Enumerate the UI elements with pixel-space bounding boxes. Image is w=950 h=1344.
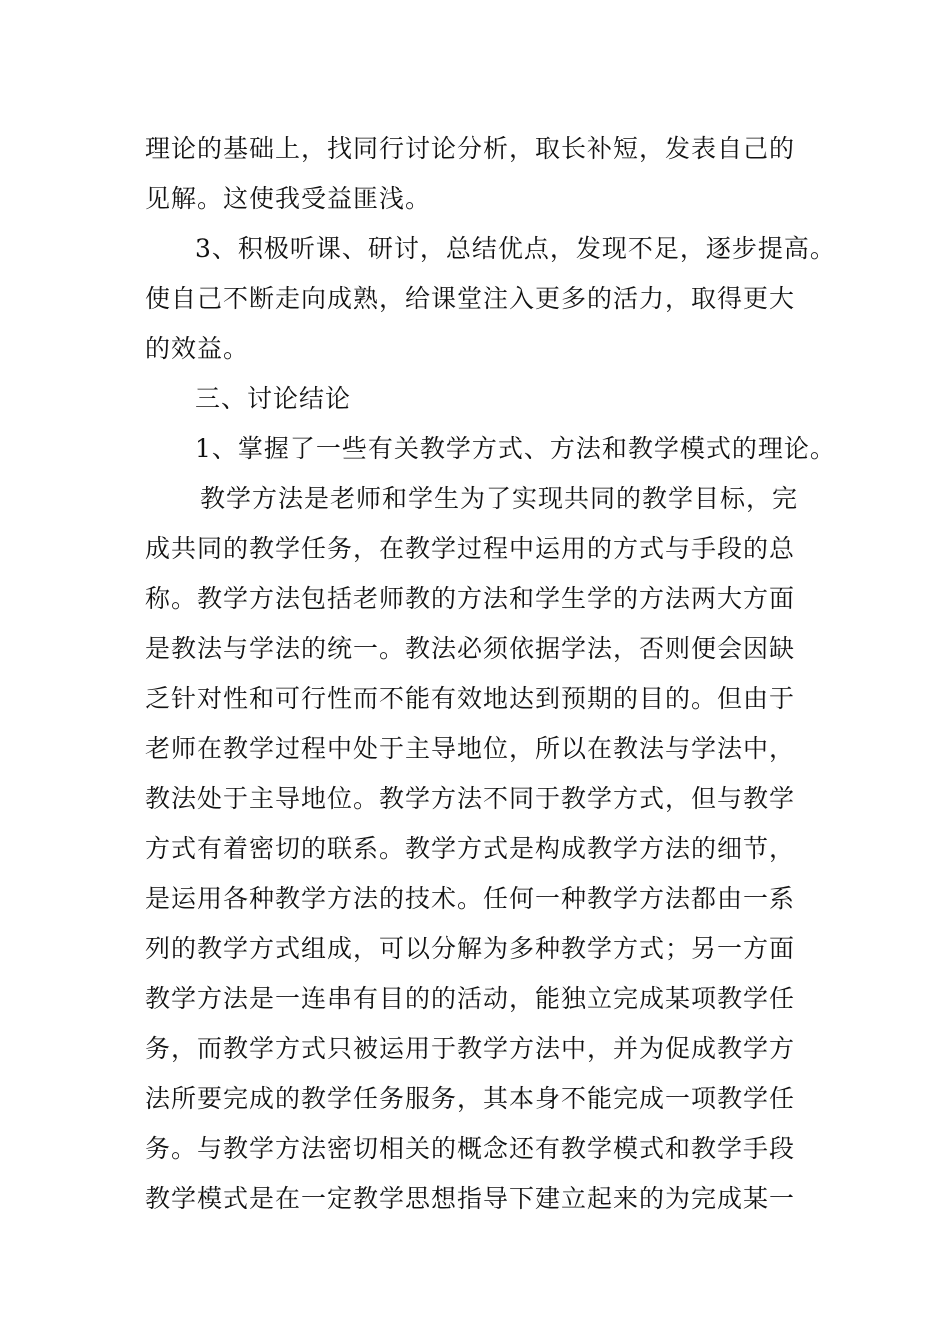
text-line: 乏针对性和可行性而不能有效地达到预期的目的。但由于 [145,684,796,713]
text-line: 教学模式是在一定教学思想指导下建立起来的为完成某一 [145,1184,796,1213]
text-line: 务，而教学方式只被运用于教学方法中，并为促成教学方 [145,1034,796,1063]
text-line: 的效益。 [145,334,250,363]
text-line: 教学方法是老师和学生为了实现共同的教学目标，完 [200,484,799,513]
section-heading: 三、讨论结论 [195,384,352,413]
text-line: 理论的基础上，找同行讨论分析，取长补短，发表自己的 [145,134,796,163]
text-line: 方式有着密切的联系。教学方式是构成教学方法的细节， [145,834,796,863]
text-line: 3、积极听课、研讨，总结优点，发现不足，逐步提高。 [195,234,836,263]
text-line: 教法处于主导地位。教学方法不同于教学方式，但与教学 [145,784,796,813]
text-line: 法所要完成的教学任务服务，其本身不能完成一项教学任 [145,1084,796,1113]
text-line: 是教法与学法的统一。教法必须依据学法，否则便会因缺 [145,634,796,663]
text-line: 老师在教学过程中处于主导地位，所以在教法与学法中， [145,734,796,763]
text-line: 成共同的教学任务，在教学过程中运用的方式与手段的总 [145,534,796,563]
text-line: 教学方法是一连串有目的的活动，能独立完成某项教学任 [145,984,796,1013]
text-line: 列的教学方式组成，可以分解为多种教学方式；另一方面 [145,934,796,963]
text-line: 见解。这使我受益匪浅。 [145,184,432,213]
text-line: 务。与教学方法密切相关的概念还有教学模式和教学手段 [145,1134,796,1163]
text-line: 是运用各种教学方法的技术。任何一种教学方法都由一系 [145,884,796,913]
text-line: 1、掌握了一些有关教学方式、方法和教学模式的理论。 [195,434,836,463]
text-line: 使自己不断走向成熟，给课堂注入更多的活力，取得更大 [145,284,796,313]
text-line: 称。教学方法包括老师教的方法和学生学的方法两大方面 [145,584,796,613]
